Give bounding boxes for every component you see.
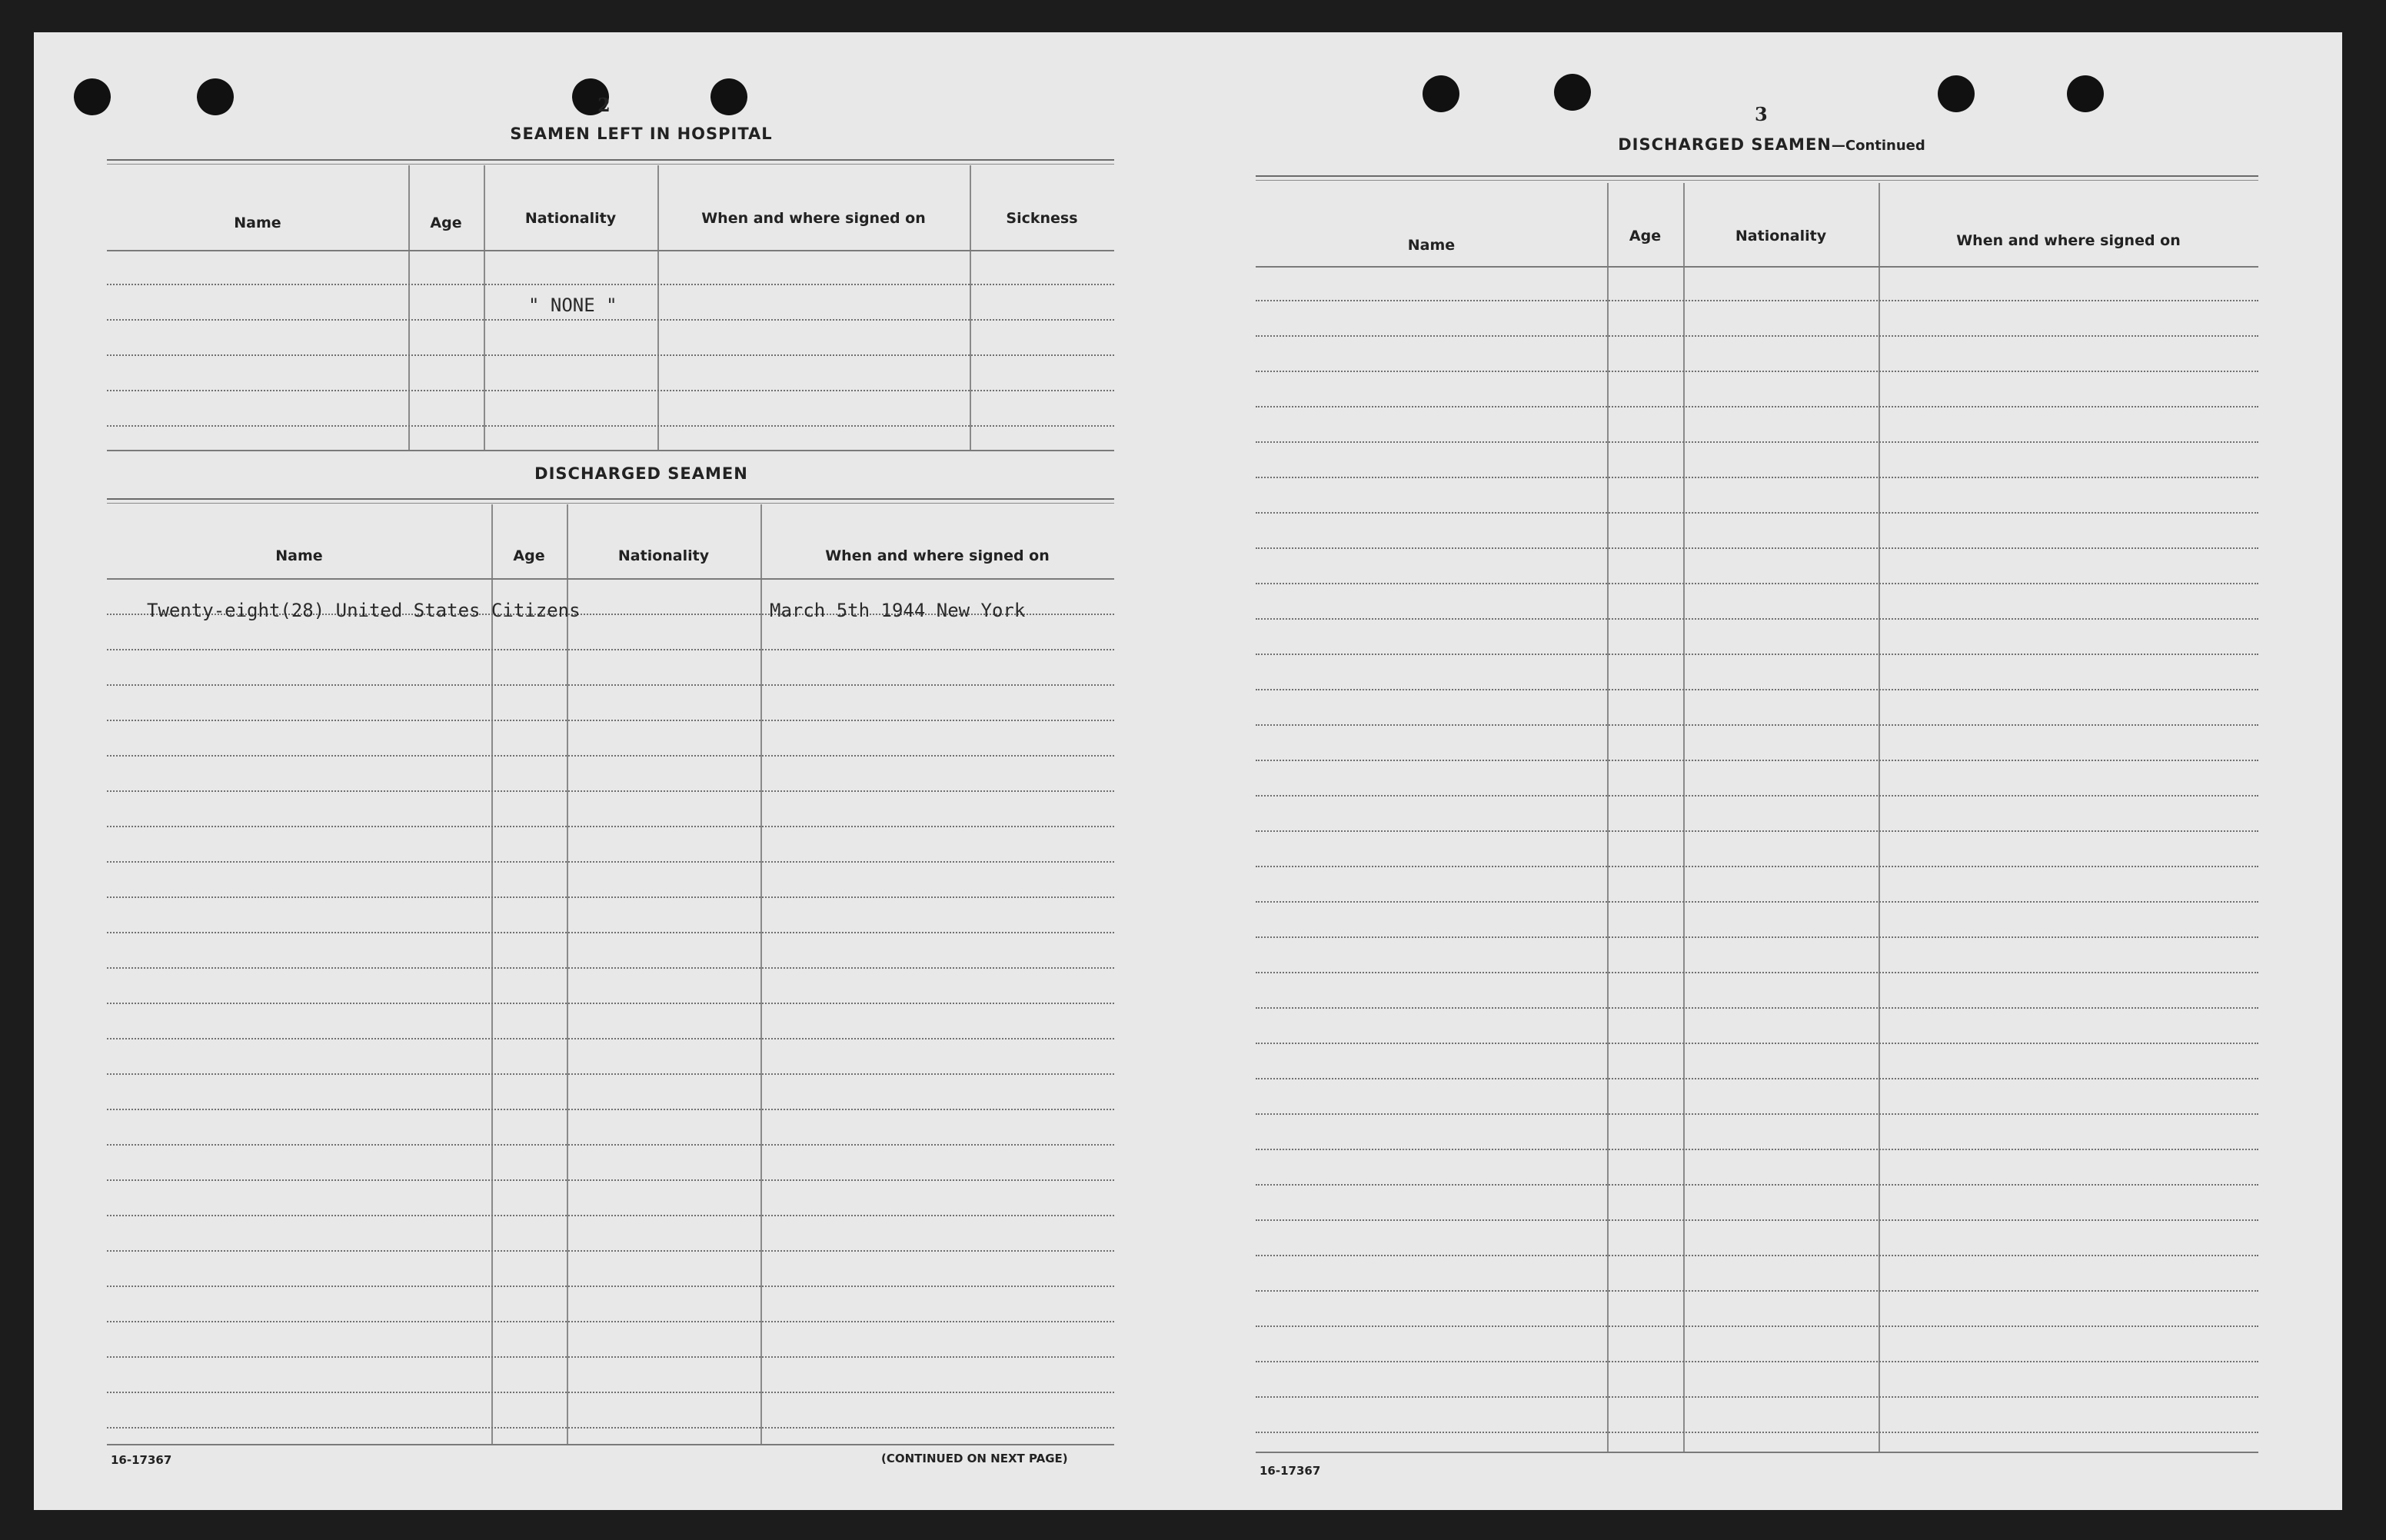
- continued-note: (CONTINUED ON NEXT PAGE): [881, 1452, 1068, 1465]
- col-header-age: Age: [1629, 228, 1662, 244]
- hospital-table: [107, 159, 1114, 482]
- right-section-title: [1541, 135, 2002, 154]
- page-number: 2: [597, 94, 611, 116]
- col-header-nationality: Nationality: [617, 547, 710, 564]
- title-continued: —Continued: [1831, 138, 1925, 154]
- right-page: [1187, 32, 2342, 1510]
- col-header-signed-on: When and where signed on: [825, 547, 1050, 564]
- left-page: [34, 32, 1156, 1510]
- col-header-age: Age: [430, 215, 462, 231]
- col-header-signed-on: When and where signed on: [1956, 232, 2181, 249]
- discharged-continued-table: [1256, 175, 2258, 1482]
- col-header-name: Name: [234, 215, 281, 231]
- col-header-nationality: Nationality: [524, 210, 617, 227]
- hospital-section-title: SEAMEN LEFT IN HOSPITAL: [510, 125, 773, 143]
- form-number: 16-17367: [111, 1453, 172, 1467]
- punch-hole: [197, 78, 234, 115]
- discharged-table: [107, 498, 1114, 1478]
- hospital-entry-none: " NONE ": [528, 294, 617, 316]
- document-sheet: [34, 32, 2342, 1510]
- punch-hole: [1423, 75, 1459, 112]
- col-header-name: Name: [1407, 237, 1456, 254]
- col-header-age: Age: [513, 547, 545, 564]
- col-header-sickness: Sickness: [1006, 210, 1078, 227]
- title-main: DISCHARGED SEAMEN: [1618, 135, 1832, 154]
- col-header-name: Name: [275, 547, 323, 564]
- col-header-nationality: Nationality: [1735, 228, 1827, 244]
- col-header-signed-on: When and where signed on: [701, 210, 926, 227]
- punch-hole: [1554, 74, 1591, 111]
- punch-hole: [710, 78, 747, 115]
- form-number: 16-17367: [1260, 1464, 1321, 1478]
- punch-hole: [74, 78, 111, 115]
- punch-hole: [1938, 75, 1975, 112]
- discharged-section-title: DISCHARGED SEAMEN: [534, 464, 748, 483]
- page-number: 3: [1755, 103, 1768, 125]
- discharged-entry-name: Twenty-eight(28) United States Citizens: [147, 600, 581, 621]
- punch-hole: [2067, 75, 2104, 112]
- discharged-entry-signed-on: March 5th 1944 New York: [770, 600, 1026, 621]
